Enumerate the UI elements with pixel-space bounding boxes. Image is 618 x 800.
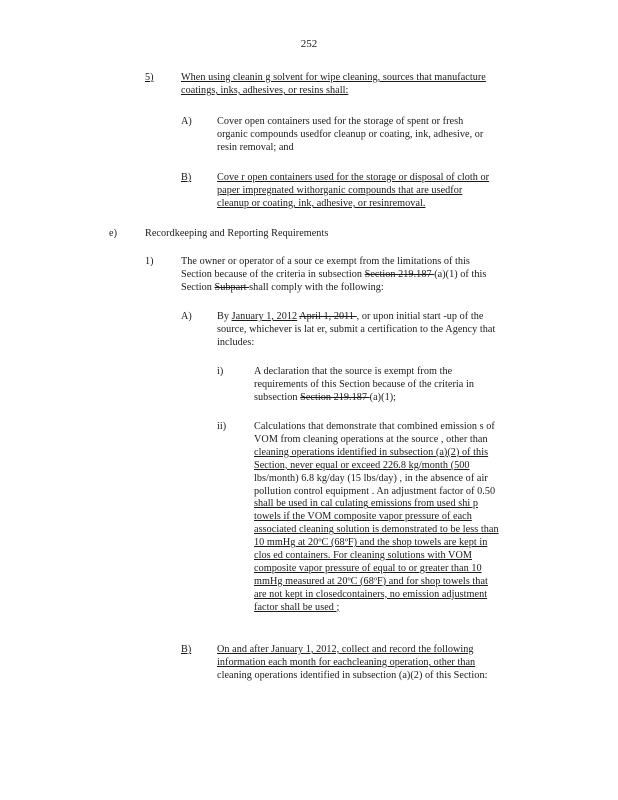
- item-1Aii-line: mmHg measured at 20ºC (68ºF) and for shop towels that: [254, 575, 488, 587]
- item-1Aii-line: associated cleaning solution is demonstrated to be less than: [254, 524, 499, 536]
- item-1Aii-line: cleaning operations identified in subsection (a)(2) of this: [254, 446, 489, 458]
- item-1-line-3: Section Subpart shall comply with the following:: [181, 282, 384, 293]
- item-1Ai-label: i): [217, 366, 224, 377]
- struck-text: Subpart: [214, 282, 250, 293]
- page-number: 252: [300, 38, 318, 50]
- item-1B-label: B): [181, 644, 192, 655]
- item-1Aii-line: are not kept in closedcontainers, no emission adjustment: [254, 588, 488, 600]
- item-5B-label: B): [181, 172, 192, 183]
- struck-text: Section 219.187: [364, 269, 435, 280]
- item-5-label: 5): [145, 72, 154, 83]
- item-1B-line: cleaning operations identified in subsection (a)(2) of this Section:: [217, 670, 488, 681]
- item-1Aii-line: Section, never equal or exceed 226.8 kg/month (500: [254, 459, 470, 471]
- item-5A-line-3: resin removal; and: [217, 142, 294, 153]
- item-1Aii-line: VOM from cleaning operations at the source , other than: [254, 433, 488, 445]
- item-1Ai-line-1: A declaration that the source is exempt from the: [254, 366, 453, 377]
- item-1B-line: On and after January 1, 2012, collect and record the following: [217, 644, 474, 655]
- section-e-title: Recordkeeping and Reporting Requirements: [145, 228, 329, 239]
- item-1B-line: information each month for eachcleaning operation, other than: [217, 657, 476, 668]
- section-e-label: e): [109, 228, 118, 239]
- item-5B-line-2: paper impregnated withorganic compounds that are usedfor: [217, 185, 463, 196]
- item-1Ai-line-2: requirements of this Section because of the criteria in: [254, 379, 475, 390]
- item-5A-line-1: Cover open containers used for the storage of spent or fresh: [217, 116, 464, 127]
- item-1Ai-line-3: subsection Section 219.187 (a)(1);: [254, 392, 397, 403]
- item-1Aii-line: pollution control equipment . An adjustment factor of 0.50: [254, 485, 496, 497]
- item-5A-line-2: organic compounds usedfor cleanup or coating, ink, adhesive, or: [217, 129, 484, 140]
- item-1Aii-line: 10 mmHg at 20ºC (68ºF) and the shop towels are kept in: [254, 537, 488, 549]
- item-5-line-1: When using cleanin g solvent for wipe cleaning, sources that manufacture: [181, 72, 486, 83]
- item-1Aii-line: composite vapor pressure of equal to or greater than 10: [254, 562, 482, 574]
- item-1A-line-3: includes:: [217, 337, 255, 348]
- item-5-line-2: coatings, inks, adhesives, or resins shall:: [181, 85, 349, 96]
- item-1Aii-line: Calculations that demonstrate that combined emission s of: [254, 421, 495, 432]
- item-1Aii-label: ii): [217, 421, 227, 432]
- item-1-label: 1): [145, 256, 154, 267]
- item-1Aii-line: shall be used in cal culating emissions from used shi p: [254, 498, 479, 510]
- item-1-line-2: Section because of the criteria in subsection Section 219.187 (a)(1) of this: [181, 269, 487, 280]
- item-1Aii-line: factor shall be used ;: [254, 601, 340, 613]
- item-1Aii-line: clos ed containers. For cleaning solutions with VOM: [254, 550, 472, 561]
- struck-text: April 1, 2011: [299, 311, 357, 322]
- item-5A-label: A): [181, 116, 192, 127]
- item-1-line-1: The owner or operator of a sour ce exempt from the limitations of this: [181, 256, 470, 267]
- inserted-text: January 1, 2012: [231, 311, 298, 322]
- item-1Aii-line: lbs/month) 6.8 kg/day (15 lbs/day) , in the absence of air: [254, 472, 488, 484]
- item-1A-label: A): [181, 311, 192, 322]
- item-1A-line-2: source, whichever is lat er, submit a certification to the Agency that: [217, 324, 496, 335]
- struck-text: Section 219.187: [300, 392, 370, 403]
- item-1Aii-line: towels if the VOM composite vapor pressure of each: [254, 511, 472, 523]
- item-1A-line-1: By January 1, 2012 April 1, 2011 , or upon initial start -up of the: [217, 311, 484, 322]
- item-5B-line-3: cleanup or coating, ink, adhesive, or resinremoval.: [217, 198, 426, 209]
- item-5B-line-1: Cove r open containers used for the storage or disposal of cloth or: [217, 172, 490, 183]
